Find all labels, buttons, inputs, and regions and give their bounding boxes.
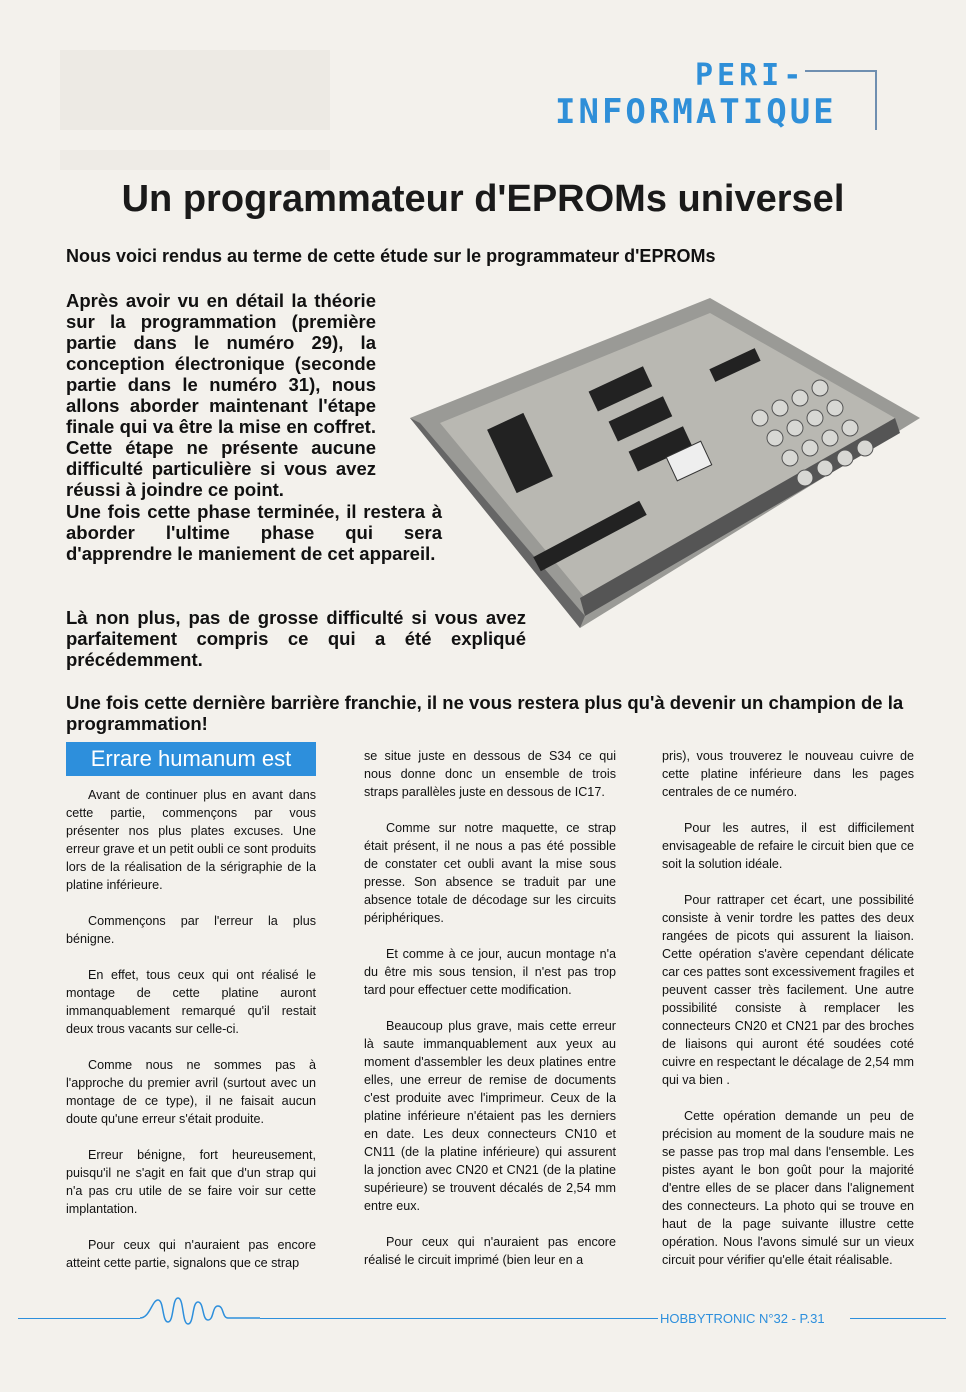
footer-rule-middle: [260, 1318, 658, 1319]
col1-paragraph: Erreur bénigne, fort heureusement, puisqu'il ne s'agit en fait que d'un strap qui n'a pas cru utile de se faire voir sur cette implantation.: [66, 1148, 316, 1216]
col2-paragraph: Beaucoup plus grave, mais cette erreur là saute immanquablement aux yeux au moment d'assembler les deux platines entre elles, une erreur de remise de documents c'est produite avec l'imprimeur. Ceux de la platine inférieure n'étaient pas les derniers en date. Les deux connecteurs CN10 et CN11 (de la platine inférieure) qui assurent la jonction avec CN20 et CN21 (de la platine supérieure) se trouvent décalés de 2,54 mm entre eux.: [364, 1019, 616, 1213]
col3-paragraph: Pour les autres, il est difficilement envisageable de refaire le circuit bien que ce soit la solution idéale.: [662, 821, 914, 871]
col3-paragraph: Cette opération demande un peu de précision au moment de la soudure mais ne se passe pas trop mal dans l'ensemble. Les pistes ayant le bon goût pour la majorité d'entre elles de se placer dans l'alignement des connecteurs. La photo qui se trouve en haut de la page suivante illustre cette opération. Nous l'avons simulé sur un vieux circuit pour vérifier qu'elle était réalisable.: [662, 1109, 914, 1267]
col3-paragraph: Pour rattraper cet écart, une possibilité consiste à venir tordre les pattes des deux rangées de picots qui assurent la liaison. Cette opération s'avère cependant délicate car ces pattes sont excessivement fragiles et peuvent casser très facilement. Une autre possibilité consiste à remplacer les connecteurs CN20 et CN21 par des broches de liaisons qui auront été soudées coté cuivre en respectant le décalage de 2,54 mm qui va bien .: [662, 893, 914, 1087]
show-through-block: [60, 150, 330, 170]
section-heading: Errare humanum est: [66, 742, 316, 776]
intro-paragraph-2: Une fois cette phase terminée, il restera à aborder l'ultime phase qui sera d'apprendre le maniement de cet appareil.: [66, 501, 442, 564]
col1-paragraph: Commençons par l'erreur la plus bénigne.: [66, 914, 316, 946]
col1-paragraph: Avant de continuer plus en avant dans cette partie, commençons par vous présenter nos plus plates excuses. Une erreur grave et un petit oubli ce sont produits lors de la réalisation de la sérigraphie de la platine inférieure.: [66, 788, 316, 892]
col2-paragraph: Comme sur notre maquette, ce strap était présent, il ne nous a pas été possible de constater cet oubli avant la mise sous presse. Son absence se traduit par une absence totale de décodage sur les circuits périphériques.: [364, 821, 616, 925]
article-subtitle: Nous voici rendus au terme de cette étude sur le programmateur d'EPROMs: [66, 246, 716, 266]
masthead-line2: INFORMATIQUE: [555, 92, 837, 132]
eprom-board-photo: [380, 298, 920, 628]
footer-page-label: HOBBYTRONIC N°32 - P.31: [660, 1311, 825, 1326]
col3-paragraph: pris), vous trouverez le nouveau cuivre de cette platine inférieure dans les pages centrales de ce numéro.: [662, 749, 914, 799]
show-through-block: [60, 50, 330, 130]
footer-rule-left: [18, 1318, 140, 1319]
col2-paragraph: Pour ceux qui n'auraient pas encore réalisé le circuit imprimé (bien leur en a: [364, 1235, 616, 1267]
intro-paragraph-4: Une fois cette dernière barrière franchie, il ne vous restera plus qu'à devenir un champion de la programmation!: [66, 692, 904, 734]
column-1: [66, 786, 316, 1290]
col1-paragraph: Comme nous ne sommes pas à l'approche du premier avril (surtout avec un montage de ce type), il ne faisait aucun doute qu'une erreur s'était produite.: [66, 1058, 316, 1126]
article-title: Un programmateur d'EPROMs universel: [121, 178, 845, 220]
column-3: [662, 747, 914, 1287]
col2-paragraph: se situe juste en dessous de S34 ce qui nous donne donc un ensemble de trois straps parallèles juste en dessous de IC17.: [364, 749, 616, 799]
masthead-line1: PERI-: [695, 58, 806, 93]
column-2: [364, 747, 616, 1287]
intro-paragraph-3: Là non plus, pas de grosse difficulté si vous avez parfaitement compris ce qui a été expliqué précédemment.: [66, 607, 526, 670]
signal-wave-icon: [140, 1290, 260, 1330]
masthead-frame: [805, 70, 877, 130]
col1-paragraph: Pour ceux qui n'auraient pas encore atteint cette partie, signalons que ce strap: [66, 1238, 316, 1270]
footer-rule-right: [850, 1318, 946, 1319]
col1-paragraph: En effet, tous ceux qui ont réalisé le montage de cette platine auront immanquablement remarqué qu'il restait deux trous vacants sur celle-ci.: [66, 968, 316, 1036]
col2-paragraph: Et comme à ce jour, aucun montage n'a du être mis sous tension, il n'est pas trop tard pour effectuer cette modification.: [364, 947, 616, 997]
section-masthead: [555, 58, 885, 138]
intro-paragraph-1: Après avoir vu en détail la théorie sur la programmation (première partie dans le numéro 29), la conception électronique (seconde partie dans le numéro 31), nous allons aborder maintenant l'étape finale qui va être la mise en coffret. Cette étape ne présente aucune difficulté particulière si vous avez réussi à joindre ce point.: [66, 290, 376, 500]
